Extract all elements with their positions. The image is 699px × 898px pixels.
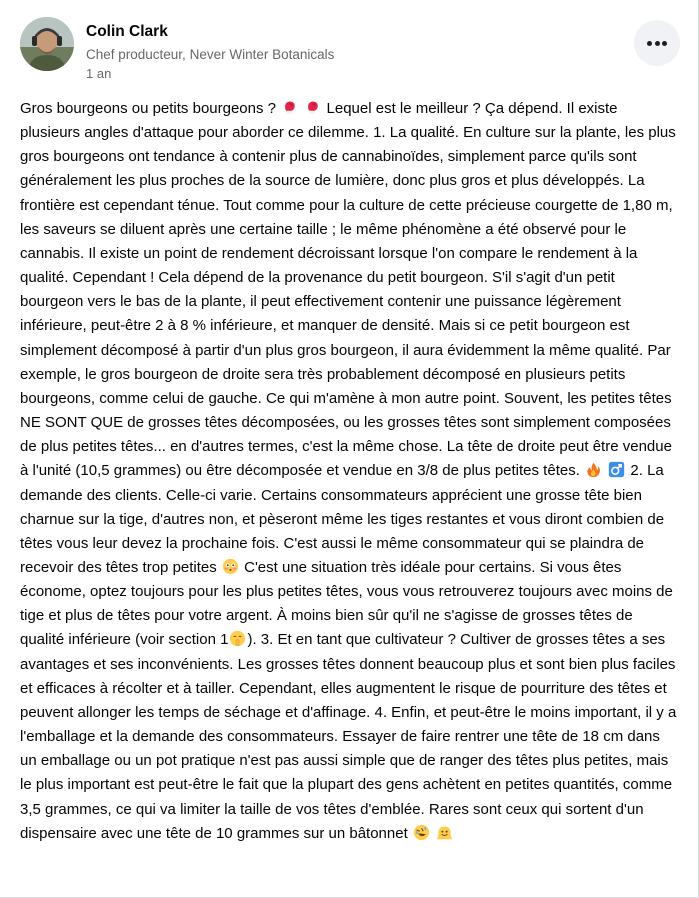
avatar[interactable] xyxy=(20,17,74,71)
male-sign-emoji xyxy=(608,461,625,478)
more-options-button[interactable] xyxy=(634,20,680,66)
rolling-laughing-emoji xyxy=(413,824,430,841)
melting-face-emoji xyxy=(436,824,453,841)
fire-emoji xyxy=(585,461,602,478)
post-body xyxy=(20,97,680,846)
author-name[interactable]: Colin Clark xyxy=(86,23,168,40)
post-text: Lequel est le meilleur ? Ça dépend. Il existe plusieurs angles d'attaque pour aborder ce dilemme. 1. La qualité. En culture sur la plante, les plus gros bourgeons ont tendance à contenir plus de cannabinoïdes, simplement parce qu'ils sont généralement les plus proches de la source de lumière, donc plus gros et plus développés. La frontière est cependant ténue. Tout comme pour la culture de cette précieuse courgette de 1,80 m, les saveurs se diluent après une certaine taille ; le même phénomène a été observé pour le cannabis. Il existe un point de rendement décroissant lorsque l'on compare le rendement à la qualité. Cependant ! Cela dépend de la provenance du petit bourgeon. S'il s'agit d'un petit bourgeon vers le bas de la plante, il peut effectivement contenir une puissance légèrement inférieure, peut-être 2 à 8 % inférieure, et manquer de densité. Mais si ce petit bourgeon est simplement décomposé à partir d'un plus gros bourgeon, il aura évidemment la même qualité. Par exemple, le gros bourgeon de droite sera très probablement décomposé en plusieurs petits bourgeons, comme celui de gauche. Ce qui m'amène à mon autre point. Souvent, les petites têtes NE SONT QUE de grosses têtes décomposées, ou les grosses têtes sont simplement composées de plus petites têtes... en d'autres termes, c'est la même chose. La tête de droite peut être vendue à l'unité (10,5 grammes) ou être décomposée et vendue en 3/8 de plus petites têtes. xyxy=(20,100,676,480)
post-text: 2. La demande des clients. Celle-ci varie. Certains consommateurs apprécient une grosse tête bien charnue sur la tige, d'autres non, et pèseront même les tiges restantes et vous diront combien de têtes vous leur devez la prochaine fois. C'est aussi le même consommateur qui se plaindra de recevoir des têtes trop petites xyxy=(20,462,665,576)
post-timestamp[interactable]: 1 an xyxy=(86,66,112,81)
post-header xyxy=(20,17,680,81)
post-text: Gros bourgeons ou petits bourgeons ? xyxy=(20,100,281,117)
boxing-glove-emoji xyxy=(281,99,298,116)
three-dots-icon xyxy=(647,41,667,46)
boxing-glove-emoji xyxy=(304,99,321,116)
post-text: C'est une situation très idéale pour certains. Si vous êtes économe, optez toujours pour les plus petites têtes, vous vous retrouverez toujours avec moins de tige et plus de têtes pour votre argent. À moins bien sûr qu'il ne s'agisse de grosses têtes de qualité inférieure (voir section 1 xyxy=(20,558,673,649)
shushing-face-emoji xyxy=(229,630,246,647)
author-role: Chef producteur, Never Winter Botanicals xyxy=(86,47,335,62)
post-text: ). 3. Et en tant que cultivateur ? Cultiver de grosses têtes a ses avantages et ses inconvénients. Les grosses têtes donnent beaucoup plus et sont bien plus faciles et efficaces à récolter et à tailler. Cependant, elles augmentent le risque de pourriture des têtes et peuvent allonger les temps de séchage et d'affinage. 4. Enfin, et peut-être le moins important, il y a l'emballage et la demande des consommateurs. Essayer de faire rentrer une tête de 18 cm dans un emballage ou un pot pratique n'est pas aussi simple que de ranger des têtes plus petites, mais le plus important est peut-être le fait que la plupart des gens achètent en petites quantités, comme 3,5 grammes, ce qui va limiter la taille de vos têtes d'emblée. Rares sont ceux qui sortent d'un dispensaire avec une tête de 10 grammes sur un bâtonnet xyxy=(20,631,677,842)
flushed-face-emoji xyxy=(222,558,239,575)
